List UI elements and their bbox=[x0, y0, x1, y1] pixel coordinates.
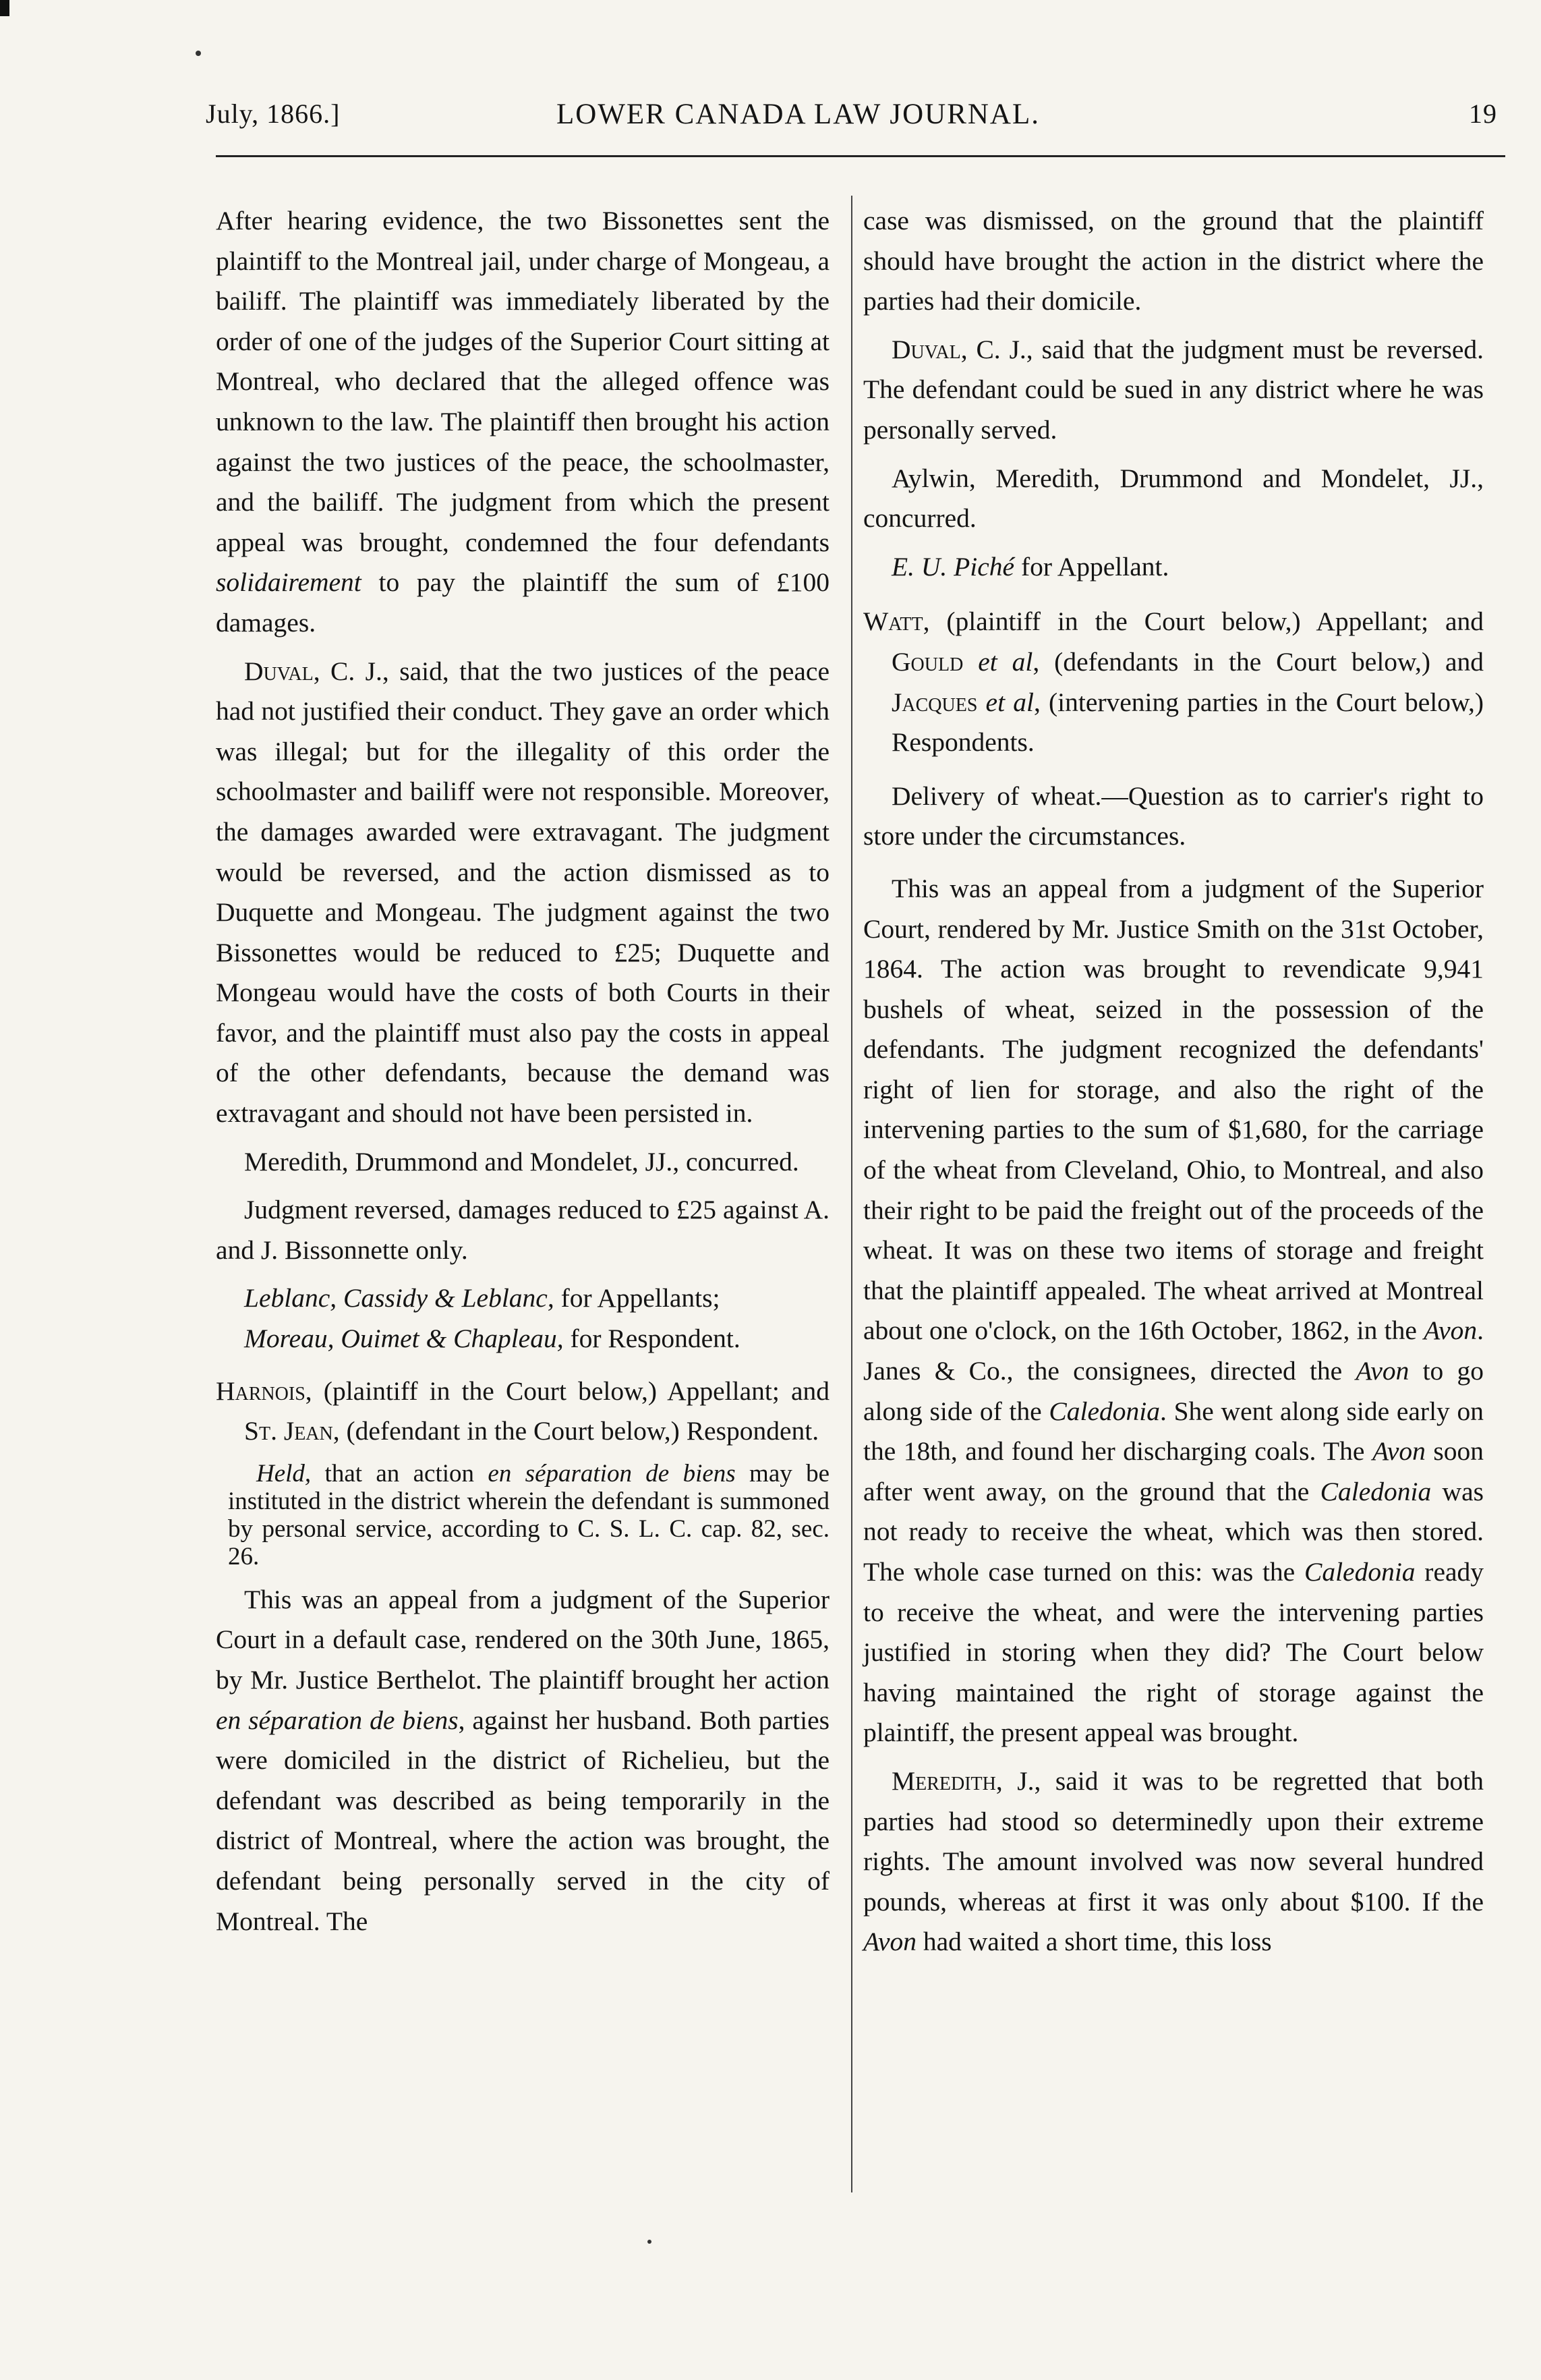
party-name: St. Jean bbox=[244, 1416, 333, 1446]
judge-name: Duval bbox=[892, 334, 961, 364]
counsel-name: Leblanc, Cassidy & Leblanc, bbox=[244, 1283, 554, 1313]
text: to go along side of the bbox=[863, 1356, 1484, 1426]
text: had waited a short time, this loss bbox=[916, 1927, 1272, 1957]
counsel-line bbox=[216, 1278, 830, 1319]
text: , C. J., said that the judgment must be reversed. The defendant could be sued in any district where he was personally served. bbox=[863, 334, 1484, 445]
paragraph bbox=[863, 869, 1484, 1753]
italic-term: en séparation de biens bbox=[216, 1705, 459, 1735]
italic-term: et al bbox=[977, 687, 1034, 717]
text: , (plaintiff in the Court below,) Appellant; and bbox=[305, 1376, 830, 1406]
counsel-name: E. U. Piché bbox=[892, 551, 1015, 582]
ship-name: Avon bbox=[1356, 1356, 1409, 1386]
scan-speck bbox=[196, 51, 201, 56]
held-label: Held, bbox=[256, 1459, 312, 1488]
headnote bbox=[863, 776, 1484, 857]
running-header bbox=[206, 98, 1497, 138]
text: , J., said it was to be regretted that both parties had stood so determinedly upon their extreme rights. The amount involved was now several hundred pounds, whereas at first it was only about $100. If the bbox=[863, 1765, 1484, 1917]
header-rule bbox=[216, 155, 1505, 157]
text: . She went along side early on the 18th, and found her discharging coals. The bbox=[863, 1396, 1484, 1467]
paragraph bbox=[216, 652, 830, 1134]
italic-term: solidairement bbox=[216, 567, 361, 598]
paragraph bbox=[216, 1142, 830, 1183]
paragraph bbox=[216, 201, 830, 644]
paragraph bbox=[863, 459, 1484, 539]
column-divider bbox=[851, 196, 852, 2192]
text: for Appellant. bbox=[1014, 551, 1169, 582]
text: , (defendants in the Court below,) and bbox=[1033, 646, 1484, 677]
paragraph bbox=[216, 1580, 830, 1942]
counsel-line bbox=[863, 547, 1484, 588]
header-date: July, 1866.] bbox=[206, 98, 341, 129]
text: case was dismissed, on the ground that the plaintiff should have brought the action in the district where the parties had their domicile. bbox=[863, 206, 1484, 316]
right-column bbox=[863, 201, 1484, 1971]
scan-speck bbox=[647, 2240, 651, 2244]
italic-term: et al bbox=[963, 646, 1033, 677]
headnote bbox=[216, 1460, 830, 1570]
text: After hearing evidence, the two Bissonettes sent the plaintiff to the Montreal jail, under charge of Mongeau, a bailiff. The plaintiff was immediately liberated by the order of one of the judges of the Superior Court sitting at Montreal, who declared that the alleged offence was unknown to the law. The plaintiff then brought his action against the two justices of the peace, the schoolmaster, and the bailiff. The judgment from which the present appeal was brought, condemned the four defendants bbox=[216, 206, 830, 557]
journal-title: LOWER CANADA LAW JOURNAL. bbox=[556, 98, 1041, 130]
paragraph bbox=[863, 330, 1484, 451]
counsel-line bbox=[216, 1319, 830, 1359]
text: that an action bbox=[311, 1459, 488, 1488]
text: Delivery of wheat.—Question as to carrier's right to store under the circumstances. bbox=[863, 781, 1484, 851]
ship-name: Caledonia bbox=[1304, 1557, 1416, 1587]
judge-name: Meredith bbox=[892, 1765, 996, 1796]
party-name: Harnois bbox=[216, 1376, 306, 1406]
ship-name: Avon bbox=[1424, 1315, 1478, 1346]
page-number: 19 bbox=[1469, 98, 1497, 129]
ship-name: Caledonia bbox=[1320, 1476, 1432, 1506]
scan-edge-mark bbox=[0, 0, 9, 16]
text: , (plaintiff in the Court below,) Appellant; and bbox=[923, 606, 1484, 637]
text: may be instituted in the district wherein the defendant is summoned by personal service, according to C. S. L. C. cap. 82, sec. 26. bbox=[228, 1459, 830, 1570]
text: , (intervening parties in the Court below,) Respondents. bbox=[892, 687, 1484, 758]
text: ready to receive the wheat, and were the intervening parties justified in storing when they did? The Court below having maintained the right of storage against the plaintiff, the present appeal was brought. bbox=[863, 1557, 1484, 1748]
party-name: Jacques bbox=[892, 687, 978, 717]
ship-name: Avon bbox=[863, 1927, 917, 1957]
text: for Respondent. bbox=[563, 1324, 740, 1354]
ship-name: Avon bbox=[1372, 1436, 1426, 1467]
case-caption bbox=[216, 1371, 830, 1452]
text: to pay the plaintiff the sum of £100 damages. bbox=[216, 567, 830, 638]
counsel-name: Moreau, Ouimet & Chapleau, bbox=[244, 1324, 564, 1354]
judge-name: Duval bbox=[244, 656, 314, 686]
left-column bbox=[216, 201, 830, 1950]
paragraph bbox=[216, 1190, 830, 1270]
case-caption bbox=[863, 602, 1484, 762]
ship-name: Caledonia bbox=[1049, 1396, 1160, 1426]
text: , (defendant in the Court below,) Respondent. bbox=[332, 1416, 819, 1446]
text: , C. J., said, that the two justices of the peace had not justified their conduct. They gave an order which was illegal; but for the illegality of this order the schoolmaster and bailiff were not responsible. Moreover, the damages awarded were extravagant. The judgment would be reversed, and the action dismissed as to Duquette and Mongeau. The judgment against the two Bissonettes would be reduced to £25; Duquette and Mongeau would have the costs of both Courts in their favor, and the plaintiff must also pay the costs in appeal of the other defendants, because the demand was extravagant and should not have been persisted in. bbox=[216, 656, 830, 1129]
italic-term: en séparation de biens bbox=[488, 1459, 736, 1488]
text: Meredith, Drummond and Mondelet, JJ., concurred. bbox=[244, 1146, 799, 1177]
text: . Janes & Co., the consignees, directed the bbox=[863, 1315, 1484, 1386]
text: This was an appeal from a judgment of the Superior Court in a default case, rendered on the 30th June, 1865, by Mr. Justice Berthelot. The plaintiff brought her action bbox=[216, 1584, 830, 1695]
paragraph bbox=[863, 201, 1484, 322]
text: was not ready to receive the wheat, which was then stored. The whole case turned on this: was the bbox=[863, 1476, 1484, 1587]
text: This was an appeal from a judgment of the Superior Court, rendered by Mr. Justice Smith on the 31st October, 1864. The action was brought to revendicate 9,941 bushels of wheat, seized in the possession of the defendants. The judgment recognized the defendants' right of lien for storage, and also the right of the intervening parties to the sum of $1,680, for the carriage of the wheat from Cleveland, Ohio, to Montreal, and also their right to be paid the freight out of the proceeds of the wheat. It was on these two items of storage and freight that the plaintiff appealed. The wheat arrived at Montreal about one o'clock, on the 16th October, 1862, in the bbox=[863, 873, 1484, 1346]
text: for Appellants; bbox=[554, 1283, 720, 1313]
text: Aylwin, Meredith, Drummond and Mondelet, JJ., concurred. bbox=[863, 463, 1484, 534]
text: Judgment reversed, damages reduced to £25 against A. and J. Bissonnette only. bbox=[216, 1195, 830, 1265]
party-name: Gould bbox=[892, 646, 964, 677]
paragraph bbox=[863, 1761, 1484, 1962]
text: , against her husband. Both parties were domiciled in the district of Richelieu, but the defendant was described as being temporarily in the district of Montreal, where the action was brought, the defendant being personally served in the city of Montreal. The bbox=[216, 1705, 830, 1936]
text: soon after went away, on the ground that the bbox=[863, 1436, 1484, 1506]
party-name: Watt bbox=[863, 606, 923, 637]
